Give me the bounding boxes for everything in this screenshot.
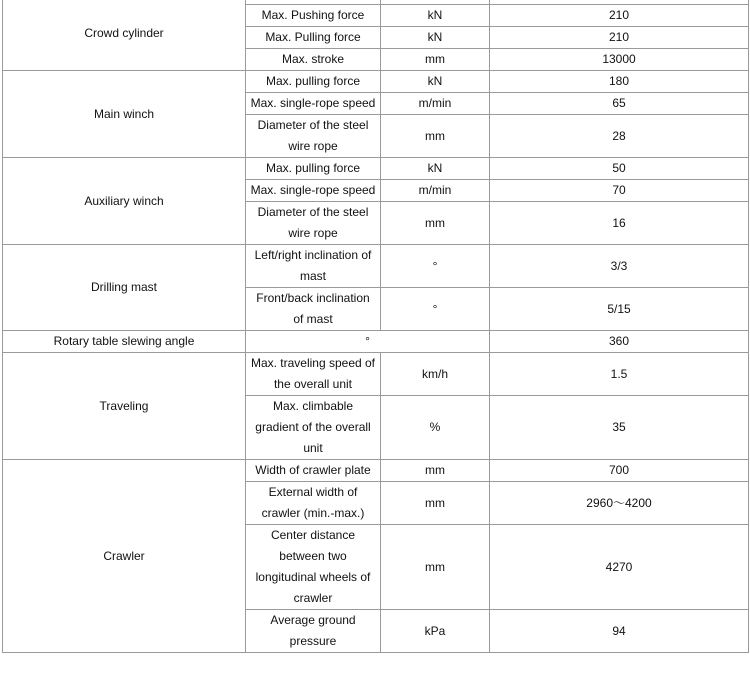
value-cell: 210 [490,5,749,27]
value-cell: 65 [490,93,749,115]
param-cell: Max. single-rope speed [246,93,381,115]
unit-cell: m/min [381,180,490,202]
param-cell: Max. single-rope speed [246,180,381,202]
table-row [3,71,749,93]
group-label: Drilling mast [3,245,246,331]
table-row [3,353,749,396]
param-cell: Left/right inclination of mast [246,245,381,288]
unit-cell: mm [381,49,490,71]
table-row [3,460,749,482]
unit-cell: kN [381,158,490,180]
param-cell: Average ground pressure [246,610,381,653]
unit-cell: ° [381,288,490,331]
unit-cell: mm [381,115,490,158]
unit-cell: mm [381,525,490,610]
unit-cell: kPa [381,610,490,653]
unit-cell: mm [381,460,490,482]
value-cell: 50 [490,158,749,180]
value-cell: 360 [490,331,749,353]
param-cell: Front/back inclination of mast [246,288,381,331]
group-label: Traveling [3,353,246,460]
param-cell: Diameter of the steel wire rope [246,202,381,245]
param-cell: Max. Pulling force [246,27,381,49]
unit-cell: ° [381,245,490,288]
value-cell: 35 [490,396,749,460]
value-cell: 4270 [490,525,749,610]
unit-cell: kN [381,27,490,49]
value-cell: 180 [490,71,749,93]
value-cell: 700 [490,460,749,482]
value-cell: 28 [490,115,749,158]
unit-cell: m/min [381,93,490,115]
value-cell: 5/15 [490,288,749,331]
param-cell: Diameter of the steel wire rope [246,115,381,158]
group-label: Crawler [3,460,246,653]
param-cell: Max. pulling force [246,158,381,180]
unit-cell: mm [381,482,490,525]
value-cell: 94 [490,610,749,653]
param-cell: External width of crawler (min.-max.) [246,482,381,525]
group-label: Rotary table slewing angle [3,331,246,353]
param-cell: Max. Pushing force [246,5,381,27]
value-cell: 2960～4200 [490,482,749,525]
value-cell: 3/3 [490,245,749,288]
unit-cell: kN [381,5,490,27]
param-cell: Max. climbable gradient of the overall unit [246,396,381,460]
group-label: Main winch [3,71,246,158]
param-cell: Max. traveling speed of the overall unit [246,353,381,396]
value-cell: 16 [490,202,749,245]
group-label: Crowd cylinder [3,0,246,71]
unit-cell: mm [381,202,490,245]
value-cell: 1.5 [490,353,749,396]
spec-table [2,0,749,653]
table-row [3,245,749,288]
unit-cell: ° [246,331,490,353]
group-label: Auxiliary winch [3,158,246,245]
value-cell: 13000 [490,49,749,71]
param-cell: Width of crawler plate [246,460,381,482]
param-cell: Center distance between two longitudinal wheels of crawler [246,525,381,610]
table-row [3,331,749,353]
value-cell: 70 [490,180,749,202]
unit-cell: % [381,396,490,460]
unit-cell: kN [381,71,490,93]
param-cell: Max. pulling force [246,71,381,93]
value-cell: 210 [490,27,749,49]
unit-cell: km/h [381,353,490,396]
param-cell: Max. stroke [246,49,381,71]
table-row [3,158,749,180]
